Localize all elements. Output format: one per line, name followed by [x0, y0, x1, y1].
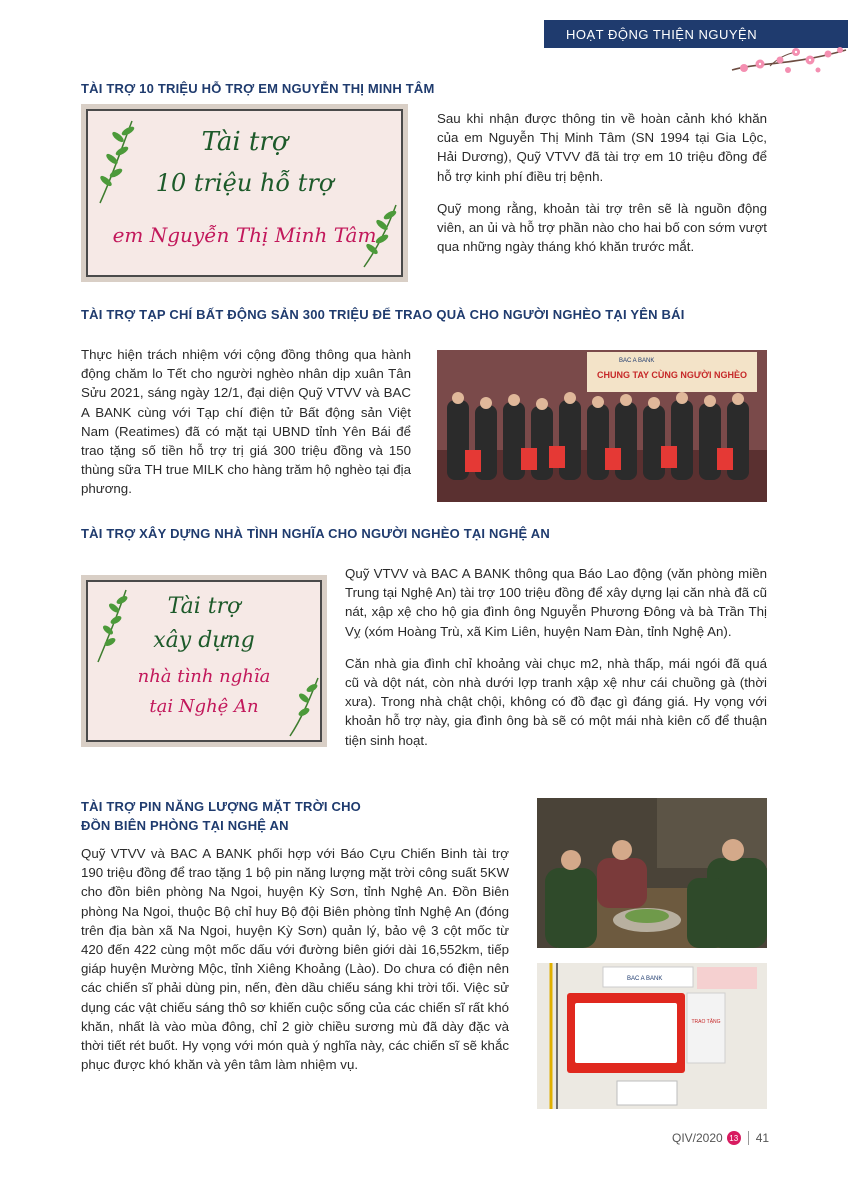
card-line: Tài trợ: [167, 594, 241, 619]
border-post-meal-photo: [537, 798, 767, 948]
cherry-blossom-decoration: [730, 40, 848, 80]
section-4-heading: [81, 797, 361, 835]
heading-line: ĐỒN BIÊN PHÒNG TẠI NGHỆ AN: [81, 818, 289, 833]
paragraph: Quỹ VTVV và BAC A BANK thông qua Báo Lao động (văn phòng miền Trung tại Nghệ An) tài trợ 100 triệu đồng để xây dựng lại căn nhà đã cũ nát, xập xệ cho hộ gia đình ông Nguyễn Phương Đông và bà Trần Thị Vỵ (xóm Hoàng Trù, xã Kim Liên, huyện Nam Đàn, tỉnh Nghệ An).: [345, 566, 767, 639]
divider: [748, 1131, 749, 1145]
photo-label-text: TRAO TẶNG: [691, 1019, 721, 1025]
card-line: Tài trợ: [201, 127, 288, 157]
photo-sign-text: BAC A BANK: [627, 976, 663, 982]
paragraph: Sau khi nhận được thông tin về hoàn cảnh khó khăn của em Nguyễn Thị Minh Tâm (SN 1994 tại Gia Lộc, Hải Dương), Quỹ VTVV đã tài trợ em 10 triệu đồng để hỗ trợ kinh phí điều trị bệnh.: [437, 111, 767, 184]
card-line: 10 triệu hỗ trợ: [155, 169, 334, 197]
photo-scene: [537, 798, 767, 948]
paragraph: Căn nhà gia đình chỉ khoảng vài chục m2, nhà thấp, mái ngói đã quá cũ và dột nát, còn nhà dưới lợp tranh xập xệ như cái chuồng gà (thời xưa). Trong nhà chật chội, không có đồ đạc gì đáng giá. Hy vọng với khoản hỗ trợ này, gia đình ông bà sẽ có một mái nhà kiên cố để thuận tiện sinh hoạt.: [345, 655, 767, 748]
section-2-text: [81, 345, 411, 499]
section-1-heading: TÀI TRỢ 10 TRIỆU HỖ TRỢ EM NGUYỄN THỊ MINH TÂM: [81, 81, 435, 96]
paragraph: Quỹ mong rằng, khoản tài trợ trên sẽ là nguồn động viên, an ủi và hỗ trợ phần nào cho hai bố con sớm vượt qua những ngày tháng khó khăn trước mắt.: [437, 200, 767, 255]
section-2-heading: TÀI TRỢ TẠP CHÍ BẤT ĐỘNG SẢN 300 TRIỆU ĐỂ TRAO QUÀ CHO NGƯỜI NGHÈO TẠI YÊN BÁI: [81, 307, 685, 322]
solar-inverter-photo: [537, 963, 767, 1109]
section-1-text: [437, 109, 767, 256]
card-line: xây dựng: [153, 628, 255, 653]
heading-line: TÀI TRỢ PIN NĂNG LƯỢNG MẶT TRỜI CHO: [81, 799, 361, 814]
section-header-title: HOẠT ĐỘNG THIỆN NGUYỆN: [566, 26, 758, 42]
section-3-title-card: [81, 575, 327, 747]
paragraph: Quỹ VTVV và BAC A BANK phối hợp với Báo Cựu Chiến Binh tài trợ 190 triệu đồng để trao tặng 1 bộ pin năng lượng mặt trời công suất 5KW cho đồn biên phòng Na Ngoi, huyện Kỳ Sơn, tỉnh Nghệ An. Đồn Biên phòng Na Ngoi, thuộc Bộ chỉ huy Bộ đội Biên phòng tỉnh Nghệ An (đóng trên địa bàn xã Na Ngoi, huyện Kỳ Sơn) quản lý, bảo vệ 3 cột mốc từ 420 đến 422 cùng một mốc dấu với đường biên giới dài 16,552km, tiếp giáp huyện Mường Mộc, tỉnh Xiêng Khoảng (Lào). Do chưa có điện nên các chiến sĩ phải dùng pin, nến, đèn dầu chiếu sáng khi trời tối. Việc sử dụng các vật chiếu sáng thô sơ khiến cuộc sống của các chiến sĩ rất khó khăn, nhất là vào mùa đông, chỉ 2 giờ chiều sương mù đã dày đặc và thời tiết rét buốt. Hy vọng với món quà ý nghĩa này, các chiến sĩ sẽ khắc phục được khó khăn và yên tâm làm nhiệm vụ.: [81, 846, 509, 1073]
photo-banner-text: CHUNG TAY CÙNG NGƯỜI NGHÈO: [597, 370, 747, 380]
card-line: tại Nghệ An: [149, 696, 259, 717]
page-footer: [672, 1131, 769, 1145]
paragraph: Thực hiện trách nhiệm với cộng đồng thông qua hành động chăm lo Tết cho người nghèo nhân dịp xuân Tân Sửu 2021, sáng ngày 12/1, đại diện Quỹ VTVV và BAC A BANK cùng với Tạp chí điện tử Bất động sản Việt Nam (Reatimes) đã có mặt tại UBND tỉnh Yên Bái để trao tặng số tiền hỗ trợ trị giá 300 triệu đồng và 150 thùng sữa TH true MILK cho hàng trăm hộ nghèo tại địa phương.: [81, 347, 411, 497]
section-3-heading: TÀI TRỢ XÂY DỰNG NHÀ TÌNH NGHĨA CHO NGƯỜI NGHÈO TẠI NGHỆ AN: [81, 526, 550, 541]
section-1-title-card: [81, 104, 408, 282]
section-4-text: [81, 844, 509, 1074]
section-3-text: [345, 564, 767, 750]
photo-logo-text: BAC A BANK: [619, 358, 655, 364]
photo-scene: [537, 963, 767, 1109]
card-line: em Nguyễn Thị Minh Tâm: [112, 223, 377, 247]
card-line: nhà tình nghĩa: [137, 666, 271, 687]
page-badge: 13: [727, 1131, 741, 1145]
page-number: 41: [755, 1131, 770, 1145]
issue-label: QIV/2020: [672, 1131, 723, 1145]
charity-event-photo: [437, 350, 767, 502]
photo-scene: [437, 350, 767, 502]
